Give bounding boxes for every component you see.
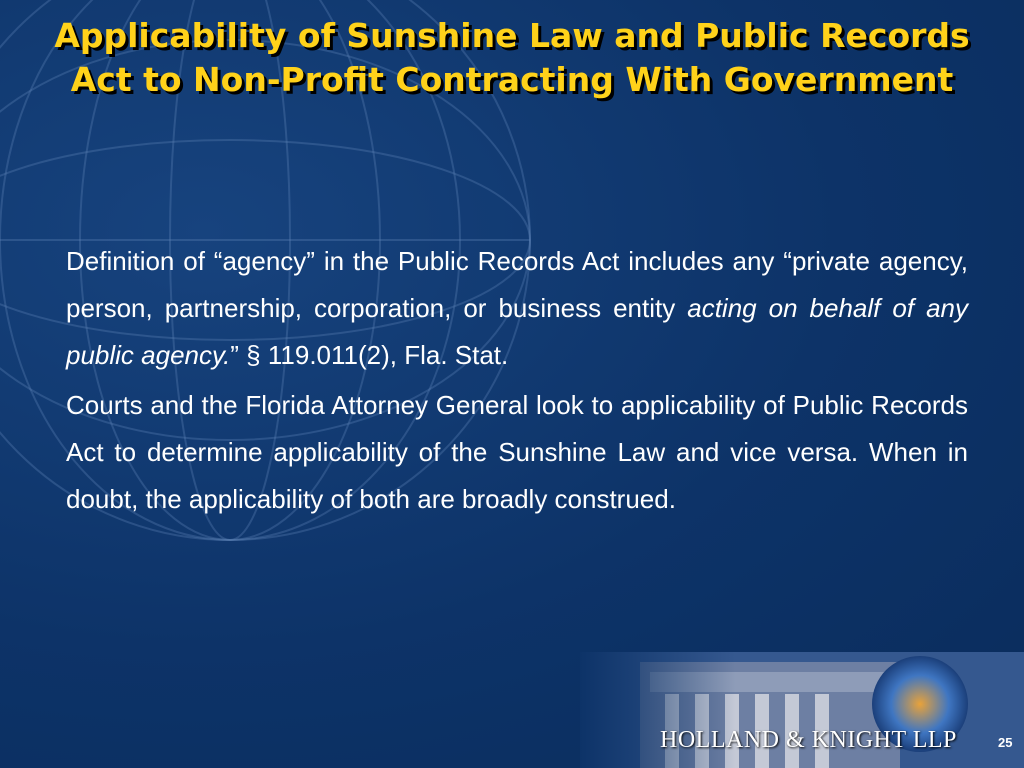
slide-title: Applicability of Sunshine Law and Public Records Act to Non-Profit Contracting With Government [54,16,970,99]
slide-body [66,238,968,526]
page-number: 25 [998,735,1013,750]
paragraph-applicability: Courts and the Florida Attorney General look to applicability of Public Records Act to determine applicability of the Sunshine Law and vice versa. When in doubt, the applicability of both are broadly construed. [66,390,968,514]
paragraph-agency-definition [66,238,968,379]
paragraph-lead: Definition of “agency” in the Public Records Act includes any “private agency, person, partnership, corporation, or business entity [66,246,968,323]
holland-knight-logo: HOLLAND & KNIGHT LLP [660,727,957,753]
paragraph-emphasis: acting on behalf of any public agency. [66,293,968,370]
paragraph-citation: ” § 119.011(2), Fla. Stat. [230,340,509,370]
